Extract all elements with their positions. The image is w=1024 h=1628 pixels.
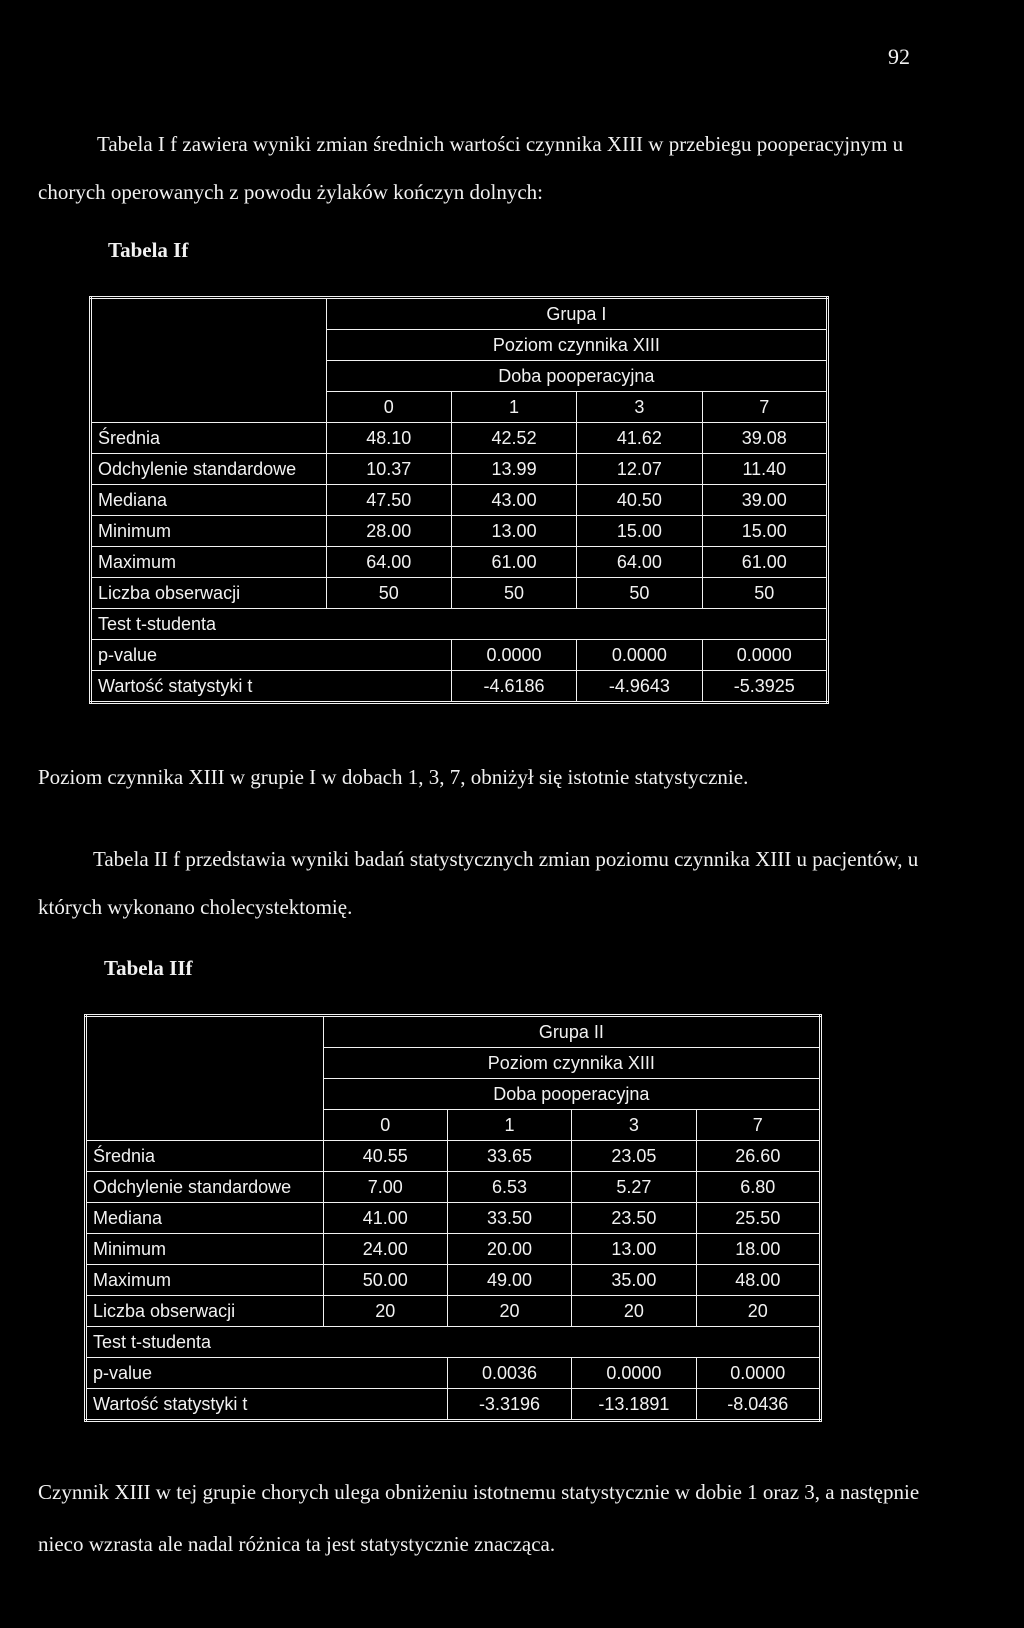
- intro-paragraph-2: Tabela II f przedstawia wyniki badań statystycznych zmian poziomu czynnika XIII u pacjentów, u których wykonano cholecystektomię.: [38, 847, 919, 919]
- cell: -5.3925: [702, 671, 827, 703]
- cell: 5.27: [572, 1172, 696, 1203]
- table-1-tstat-row: [91, 671, 828, 703]
- cell: 35.00: [572, 1265, 696, 1296]
- cell: 23.50: [572, 1203, 696, 1234]
- table-1-row-median: [91, 485, 828, 516]
- table-2-corner: [86, 1016, 324, 1141]
- cell: 61.00: [702, 547, 827, 578]
- table-1-row-max: [91, 547, 828, 578]
- cell: 50: [702, 578, 827, 609]
- cell: 40.55: [323, 1141, 447, 1172]
- table-1-day: 0: [326, 392, 451, 423]
- cell: 0.0000: [702, 640, 827, 671]
- cell: 39.00: [702, 485, 827, 516]
- cell: 41.00: [323, 1203, 447, 1234]
- row-label: Średnia: [86, 1141, 324, 1172]
- cell: -4.9643: [577, 671, 702, 703]
- table-1-day-label: Doba pooperacyjna: [326, 361, 827, 392]
- cell: 33.65: [447, 1141, 571, 1172]
- cell: 50.00: [323, 1265, 447, 1296]
- table-2-pvalue-row: [86, 1358, 821, 1389]
- table-1-heading: Tabela If: [108, 238, 189, 262]
- table-2-factor: Poziom czynnika XIII: [323, 1048, 820, 1079]
- cell: 47.50: [326, 485, 451, 516]
- table-1-row-min: [91, 516, 828, 547]
- cell: 48.00: [696, 1265, 820, 1296]
- cell: 61.00: [451, 547, 576, 578]
- table-1-row-mean: [91, 423, 828, 454]
- table-2-row-min: [86, 1234, 821, 1265]
- row-label: Minimum: [91, 516, 327, 547]
- cell: -4.6186: [451, 671, 576, 703]
- table-2-row-mean: [86, 1141, 821, 1172]
- table-1-pvalue-row: [91, 640, 828, 671]
- row-label: Minimum: [86, 1234, 324, 1265]
- cell: 13.00: [451, 516, 576, 547]
- cell: 7.00: [323, 1172, 447, 1203]
- table-2-row-median: [86, 1203, 821, 1234]
- cell: 25.50: [696, 1203, 820, 1234]
- table-1-day: 7: [702, 392, 827, 423]
- table-2-day: 0: [323, 1110, 447, 1141]
- row-label: Maximum: [91, 547, 327, 578]
- row-label: Wartość statystyki t: [86, 1389, 448, 1421]
- conclusion-1: Poziom czynnika XIII w grupie I w dobach 1, 3, 7, obniżył się istotnie statystycznie.: [38, 765, 749, 789]
- cell: 0.0000: [577, 640, 702, 671]
- cell: 50: [577, 578, 702, 609]
- cell: 41.62: [577, 423, 702, 454]
- cell: -3.3196: [447, 1389, 571, 1421]
- table-1-day: 1: [451, 392, 576, 423]
- cell: 50: [326, 578, 451, 609]
- row-label: Odchylenie standardowe: [91, 454, 327, 485]
- cell: -8.0436: [696, 1389, 820, 1421]
- cell: 13.00: [572, 1234, 696, 1265]
- cell: 20: [572, 1296, 696, 1327]
- cell: 20.00: [447, 1234, 571, 1265]
- cell: 13.99: [451, 454, 576, 485]
- table-2-row-max: [86, 1265, 821, 1296]
- cell: 26.60: [696, 1141, 820, 1172]
- conclusion-2: Czynnik XIII w tej grupie chorych ulega obniżeniu istotnemu statystycznie w dobie 1 oraz 3, a następnie nieco wzrasta ale nadal różnica ta jest statystycznie znacząca.: [38, 1480, 920, 1556]
- cell: 64.00: [326, 547, 451, 578]
- cell: 11.40: [702, 454, 827, 485]
- table-2-tstat-row: [86, 1389, 821, 1421]
- cell: 0.0000: [572, 1358, 696, 1389]
- intro-paragraph-1: Tabela I f zawiera wyniki zmian średnich wartości czynnika XIII w przebiegu pooperacyjnym u chorych operowanych z powodu żylaków kończyn dolnych:: [38, 132, 904, 204]
- cell: 20: [323, 1296, 447, 1327]
- table-2-day-label: Doba pooperacyjna: [323, 1079, 820, 1110]
- table-1-group: Grupa I: [326, 298, 827, 330]
- row-label: Maximum: [86, 1265, 324, 1296]
- cell: 20: [696, 1296, 820, 1327]
- row-label: Średnia: [91, 423, 327, 454]
- table-1-corner: [91, 298, 327, 423]
- cell: 33.50: [447, 1203, 571, 1234]
- cell: 20: [447, 1296, 571, 1327]
- cell: 43.00: [451, 485, 576, 516]
- table-2-day: 1: [447, 1110, 571, 1141]
- test-label: Test t-studenta: [86, 1327, 821, 1358]
- cell: 18.00: [696, 1234, 820, 1265]
- row-label: Odchylenie standardowe: [86, 1172, 324, 1203]
- row-label: p-value: [86, 1358, 448, 1389]
- cell: 49.00: [447, 1265, 571, 1296]
- page-number: 92: [888, 44, 910, 69]
- table-1-row-sd: [91, 454, 828, 485]
- table-1: [89, 296, 829, 704]
- test-label: Test t-studenta: [91, 609, 828, 640]
- row-label: Wartość statystyki t: [91, 671, 452, 703]
- cell: 0.0000: [696, 1358, 820, 1389]
- cell: 0.0036: [447, 1358, 571, 1389]
- cell: 15.00: [702, 516, 827, 547]
- table-2-test-row: [86, 1327, 821, 1358]
- table-2-day: 3: [572, 1110, 696, 1141]
- table-2-day: 7: [696, 1110, 820, 1141]
- table-2-heading: Tabela IIf: [104, 956, 193, 980]
- row-label: Mediana: [86, 1203, 324, 1234]
- cell: 48.10: [326, 423, 451, 454]
- cell: 10.37: [326, 454, 451, 485]
- cell: 42.52: [451, 423, 576, 454]
- cell: -13.1891: [572, 1389, 696, 1421]
- cell: 6.53: [447, 1172, 571, 1203]
- row-label: Liczba obserwacji: [91, 578, 327, 609]
- cell: 23.05: [572, 1141, 696, 1172]
- cell: 40.50: [577, 485, 702, 516]
- table-1-row-count: [91, 578, 828, 609]
- cell: 28.00: [326, 516, 451, 547]
- table-2-row-count: [86, 1296, 821, 1327]
- table-2-group: Grupa II: [323, 1016, 820, 1048]
- row-label: Liczba obserwacji: [86, 1296, 324, 1327]
- row-label: Mediana: [91, 485, 327, 516]
- cell: 0.0000: [451, 640, 576, 671]
- cell: 12.07: [577, 454, 702, 485]
- cell: 15.00: [577, 516, 702, 547]
- cell: 39.08: [702, 423, 827, 454]
- table-1-factor: Poziom czynnika XIII: [326, 330, 827, 361]
- table-2-row-sd: [86, 1172, 821, 1203]
- cell: 50: [451, 578, 576, 609]
- cell: 6.80: [696, 1172, 820, 1203]
- table-1-test-row: [91, 609, 828, 640]
- table-1-day: 3: [577, 392, 702, 423]
- cell: 64.00: [577, 547, 702, 578]
- row-label: p-value: [91, 640, 452, 671]
- table-2: [84, 1014, 822, 1422]
- cell: 24.00: [323, 1234, 447, 1265]
